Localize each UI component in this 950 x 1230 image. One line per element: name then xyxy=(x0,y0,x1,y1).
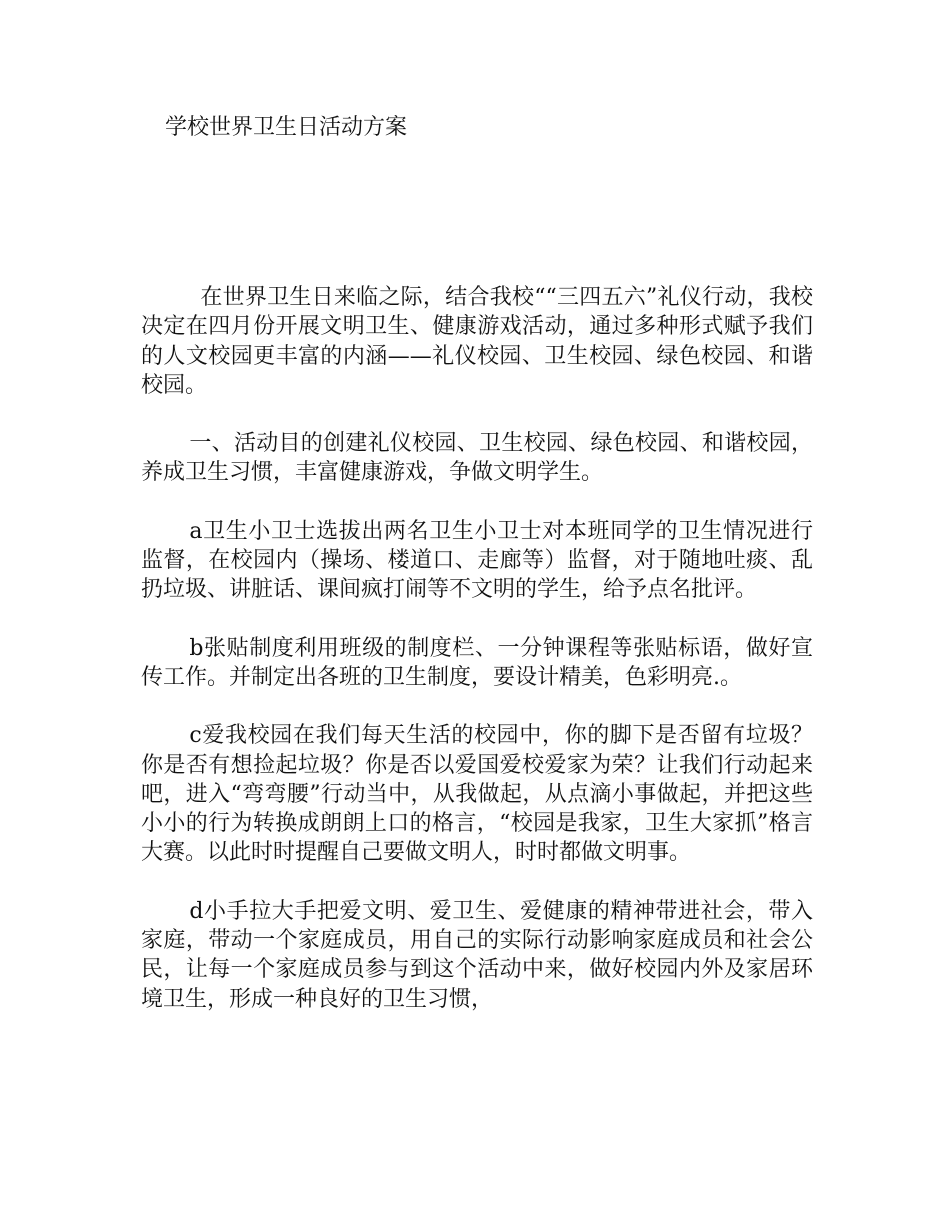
document-title: 学校世界卫生日活动方案 xyxy=(165,115,408,140)
paragraph-item-a: a卫生小卫士选拔出两名卫生小卫士对本班同学的卫生情况进行监督，在校园内（操场、楼道口、走廊等）监督，对于随地吐痰、乱扔垃圾、讲脏话、课间疯打闹等不文明的学生，给予点名批评。 xyxy=(141,518,813,603)
paragraph-purpose: 一、活动目的创建礼仪校园、卫生校园、绿色校园、和谐校园，养成卫生习惯，丰富健康游戏，争做文明学生。 xyxy=(141,431,813,486)
document-body xyxy=(141,283,813,1043)
paragraph-item-b: b张贴制度利用班级的制度栏、一分钟课程等张贴标语，做好宣传工作。并制定出各班的卫生制度，要设计精美，色彩明亮.。 xyxy=(141,635,813,690)
paragraph-intro: 在世界卫生日来临之际，结合我校““三四五六”礼仪行动，我校决定在四月份开展文明卫生、健康游戏活动，通过多种形式赋予我们的人文校园更丰富的内涵——礼仪校园、卫生校园、绿色校园、和谐校园。 xyxy=(141,285,813,398)
paragraph-item-d: d小手拉大手把爱文明、爱卫生、爱健康的精神带进社会，带入家庭，带动一个家庭成员，用自己的实际行动影响家庭成员和社会公民，让每一个家庭成员参与到这个活动中来，做好校园内外及家居环境卫生，形成一种良好的卫生习惯， xyxy=(141,898,813,1012)
paragraph-item-c: c爱我校园在我们每天生活的校园中，你的脚下是否留有垃圾？你是否有想捡起垃圾？你是否以爱国爱校爱家为荣？让我们行动起来吧，进入“弯弯腰”行动当中，从我做起，从点滴小事做起，并把这些小小的行为转换成朗朗上口的格言，“校园是我家，卫生大家抓”格言大赛。以此时时提醒自己要做文明人，时时都做文明事。 xyxy=(141,723,813,866)
